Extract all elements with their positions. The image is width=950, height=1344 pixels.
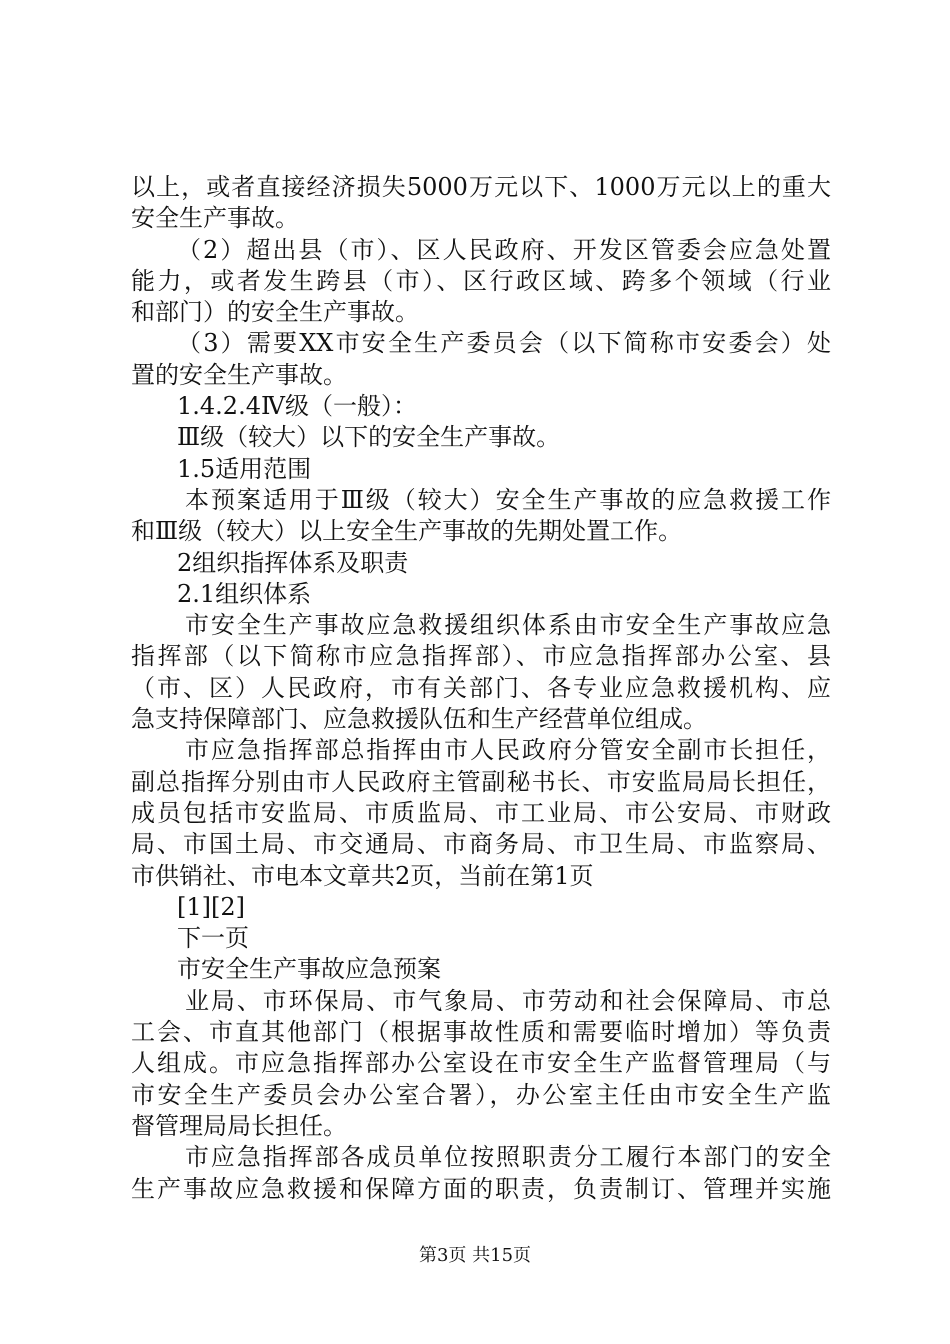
text-line: 成员包括市安监局、市质监局、市工业局、市公安局、市财政 (131, 798, 831, 827)
section-heading: 2.1组织体系 (177, 579, 312, 608)
text-line: 市供销社、市电本文章共2页，当前在第1页 (131, 861, 594, 890)
text-line: 指挥部（以下简称市应急指挥部）、市应急指挥部办公室、县 (131, 642, 831, 671)
text-line: 置的安全生产事故。 (131, 360, 347, 389)
text-line: 以上，或者直接经济损失5000万元以下、1000万元以上的重大 (131, 173, 831, 201)
text-line: 市安全生产委员会办公室合署），办公室主任由市安全生产监 (131, 1080, 831, 1109)
text-line: 市安全生产事故应急救援组织体系由市安全生产事故应急 (185, 611, 831, 640)
text-line: 副总指挥分别由市人民政府主管副秘书长、市安监局局长担任， (131, 767, 831, 796)
text-line: 能力，或者发生跨县（市）、区行政区域、跨多个领域（行业 (131, 266, 831, 295)
text-line: 督管理局局长担任。 (131, 1111, 347, 1140)
text-line: 和部门）的安全生产事故。 (131, 298, 419, 327)
text-line: 1.4.2.4Ⅳ级（一般）： (177, 392, 417, 421)
text-line: （市、区）人民政府，市有关部门、各专业应急救援机构、应 (131, 673, 831, 702)
document-body (131, 172, 831, 1205)
text-line: 急支持保障部门、应急救援队伍和生产经营单位组成。 (131, 705, 707, 734)
text-line: 业局、市环保局、市气象局、市劳动和社会保障局、市总 (185, 986, 831, 1015)
text-line: 本预案适用于Ⅲ级（较大）安全生产事故的应急救援工作 (185, 485, 831, 514)
page-number: 第3页 共15页 (418, 1245, 532, 1266)
pagination-links[interactable]: [1][2] (177, 892, 245, 921)
section-heading: 2组织指挥体系及职责 (177, 548, 409, 577)
text-line: 安全生产事故。 (131, 204, 299, 233)
text-line: 人组成。市应急指挥部办公室设在市安全生产监督管理局（与 (131, 1049, 831, 1078)
text-line: 工会、市直其他部门（根据事故性质和需要临时增加）等负责 (131, 1018, 831, 1047)
next-page-link[interactable]: 下一页 (177, 924, 249, 953)
text-line: 局、市国土局、市交通局、市商务局、市卫生局、市监察局、 (131, 830, 831, 859)
text-line: 生产事故应急救援和保障方面的职责，负责制订、管理并实施 (131, 1174, 831, 1203)
text-line: 和Ⅲ级（较大）以上安全生产事故的先期处置工作。 (131, 517, 683, 546)
text-line: Ⅲ级（较大）以下的安全生产事故。 (177, 423, 561, 452)
text-line: 市应急指挥部总指挥由市人民政府分管安全副市长担任， (185, 736, 831, 765)
section-heading: 市安全生产事故应急预案 (177, 955, 441, 984)
page-footer (0, 1244, 950, 1268)
text-line: （2）超出县（市）、区人民政府、开发区管委会应急处置 (177, 235, 831, 264)
text-line: 市应急指挥部各成员单位按照职责分工履行本部门的安全 (185, 1143, 831, 1172)
section-heading: 1.5适用范围 (177, 454, 312, 483)
text-line: （3）需要XX市安全生产委员会（以下简称市安委会）处 (177, 329, 831, 358)
